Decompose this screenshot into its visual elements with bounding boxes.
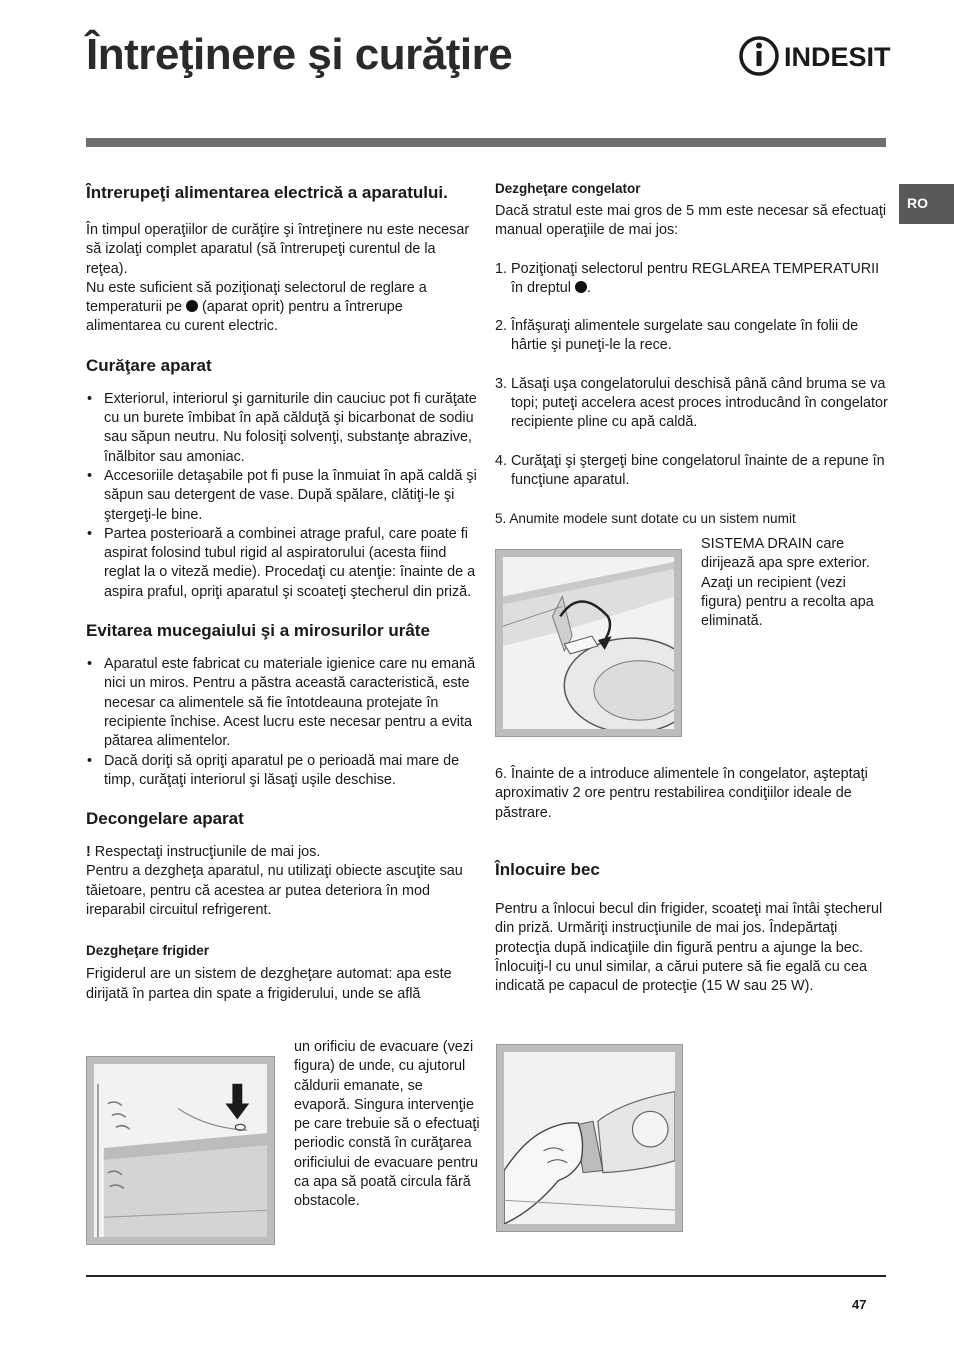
off-position-dot-icon — [575, 281, 587, 293]
list-item: 2. Înfăşuraţi alimentele surgelate sau congelate în folii de hârtie şi puneţi-le la rece. — [495, 318, 859, 354]
footer-rule — [86, 1275, 886, 1277]
heading-bulb: Înlocuire bec — [495, 860, 600, 879]
list-item: 5. Anumite modele sunt dotate cu un sistem numit — [495, 511, 796, 527]
paragraph-freezer-intro: Dacă stratul este mai gros de 5 mm este necesar să efectuaţi manual operaţiile de mai jos: — [495, 203, 887, 239]
heading-defrost: Decongelare aparat — [86, 809, 244, 829]
list-item: • Accesoriile detaşabile pot fi puse la înmuiat în apă caldă şi săpun sau detergent de vase. După spălare, clătiţi-le şi ştergeţi-le bine. — [86, 467, 481, 525]
heading-mould: Evitarea mucegaiului şi a mirosurilor urâte — [86, 621, 430, 641]
list-item: • Aparatul este fabricat cu materiale igienice care nu emană nici un miros. Pentru a păstra această caracteristică, este necesar ca alimentele să fie întotdeauna protejate în recipiente închise. Acest lucru este necesar pentru a evita pătarea alimentelor. — [86, 655, 481, 751]
mould-list — [86, 655, 481, 790]
paragraph-fridge-defrost: Frigiderul are un sistem de dezgheţare automat: apa este dirijată în partea din spate a frigiderului, unde se află — [86, 966, 452, 1002]
off-position-dot-icon — [186, 300, 198, 312]
heading-disconnect: Întrerupeţi alimentarea electrică a aparatului. — [86, 183, 448, 202]
page-number: 47 — [852, 1297, 867, 1312]
right-column — [495, 180, 890, 529]
list-item: 1. Poziţionaţi selectorul pentru REGLAREA TEMPERATURII în dreptul . — [495, 260, 880, 296]
freezer-steps — [495, 260, 890, 529]
list-item: 3. Lăsaţi uşa congelatorului deschisă până când bruma se va topi; puteţi accelera acest proces introducând în congelator recipiente pline cu apă caldă. — [495, 375, 888, 431]
figure-freezer-drain — [495, 549, 682, 737]
language-tab: RO — [899, 184, 954, 224]
figure-bulb-replacement — [496, 1044, 683, 1232]
heading-freezer-defrost: Dezgheţare congelator — [495, 181, 641, 196]
paragraph-disconnect-1: În timpul operaţiilor de curăţire şi întreţinere nu este necesar să izolaţi complet aparatul (să întrerupeţi curentul de la reţea). — [86, 222, 470, 277]
step-6: 6. Înainte de a introduce alimentele în congelator, aşteptaţi aproximativ 2 ore pentru restabilirea condiţiilor ideale de păstrare. — [495, 766, 868, 821]
page-title: Întreţinere şi curăţire — [86, 30, 513, 79]
paragraph-bulb: Pentru a înlocui becul din frigider, scoateţi mai întâi ştecherul din priză. Urmăriţi instrucţiunile de mai jos. Îndepărtaţi protecţia după indicaţiile din figură pentru a ajunge la bec. Înlocuiţi-l cu unul similar, a cărui putere să fie egală cu cea indicată pe capacul de protecţie (15 W sau 25 W). — [495, 901, 883, 995]
paragraph-defrost: Pentru a dezgheţa aparatul, nu utilizaţi obiecte ascuţite sau tăietoare, pentru că acestea ar putea deteriora în mod ireparabil circuitul refrigerent. — [86, 863, 463, 919]
list-item: • Partea posterioară a combinei atrage praful, care poate fi aspirat folosind tubul rigid al aspiratorului (acesta fiind reglat la o viteză medie). Procedaţi cu atenţie: înainte de a aspira praful, opriţi aparatul şi scoateţi ştecherul din priză. — [86, 525, 481, 602]
paragraph-fridge-drain: un orificiu de evacuare (vezi figura) de unde, cu ajutorul căldurii emanate, se evaporă. Singura intervenţie pe care trebuie să o efectuaţi periodic constă în curăţarea orificiului de evacuare pentru ca apa să poată circula fără obstacole. — [294, 1039, 480, 1210]
svg-text:INDESIT: INDESIT — [784, 42, 891, 72]
list-item: • Dacă doriţi să opriţi aparatul pe o perioadă mai mare de timp, curăţaţi interiorul şi lăsaţi uşile deschise. — [86, 752, 481, 791]
heading-fridge-defrost: Dezgheţare frigider — [86, 943, 210, 959]
left-column — [86, 182, 481, 1004]
paragraph-disconnect-2: Nu este suficient să poziţionaţi selectorul de reglare a temperaturii pe (aparat oprit) pentru a întrerupe alimentarea cu curent electric. — [86, 279, 427, 335]
defrost-note: ! Respectaţi instrucţiunile de mai jos. — [86, 844, 321, 861]
list-item: 4. Curăţaţi şi ştergeţi bine congelatorul înainte de a repune în funcţiune aparatul. — [495, 452, 885, 488]
paragraph-drain-system: SISTEMA DRAIN care dirijează apa spre exterior. Azaţi un recipient (vezi figura) pentru a recolta apa eliminată. — [701, 536, 874, 630]
cleaning-list — [86, 390, 481, 602]
heading-cleaning: Curăţare aparat — [86, 355, 212, 375]
brand-logo — [738, 34, 904, 78]
header-divider-bar — [86, 138, 886, 147]
list-item: • Exteriorul, interiorul şi garniturile din cauciuc pot fi curăţate cu un burete îmbibat în apă călduţă şi bicarbonat de sodiu sau săpun neutru. Nu folosiţi solvenţi, substanţe abrazive, înălbitor sau amoniac. — [86, 390, 481, 467]
figure-fridge-drain — [86, 1056, 275, 1245]
warning-mark: ! — [86, 844, 91, 861]
